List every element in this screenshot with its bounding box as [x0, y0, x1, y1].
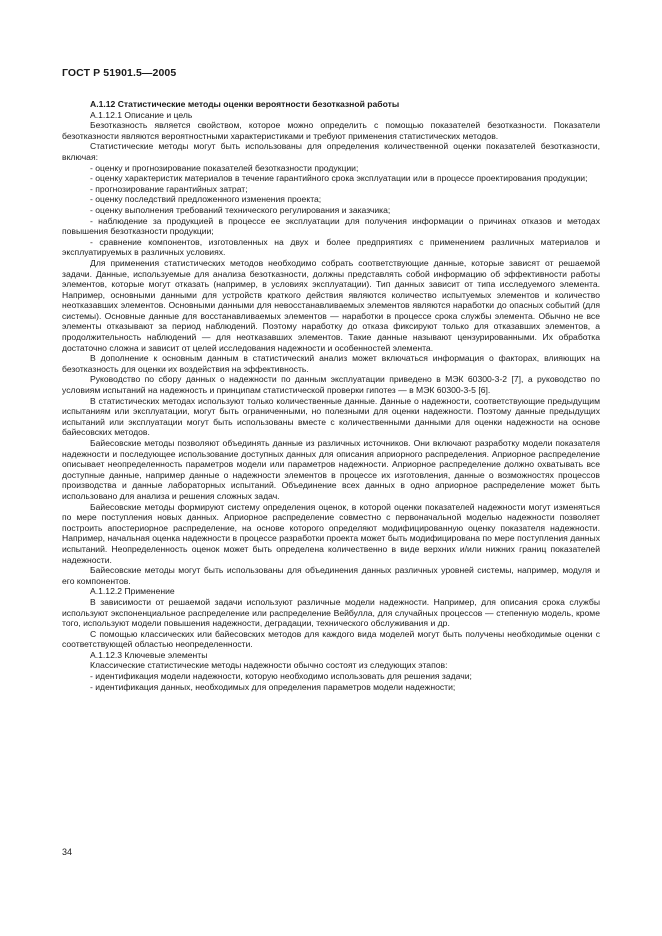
list-item: - оценку выполнения требований технического регулирования и заказчика; [90, 204, 391, 215]
subsection-title-key-elements: A.1.12.3 Ключевые элементы [90, 649, 208, 660]
page-number: 34 [62, 847, 73, 857]
paragraph: С помощью классических или байесовских методов для каждого вида моделей могут быть получены необходимые оценки с соответствующей областью неопределенности. [62, 628, 600, 650]
list-item: - оценку последствий предложенного изменения проекта; [90, 194, 322, 205]
paragraph: В статистических методах используют только количественные данные. Данные о надежности, соответствующие предыдущим испытаниям или эксплуатации, могут быть ограниченными, но полезными для оценки надежности. Поэтому данные предыдущих испытаний или эксплуатации могут быть использованы вместе с количественными данными для оценки надежности на основе байесовских методов. [62, 395, 600, 438]
list-item: - оценку характеристик материалов в течение гарантийного срока эксплуатации или в процессе проектирования продукции; [90, 173, 588, 184]
paragraph: Байесовские методы формируют систему определения оценок, в которой оценки показателей надежности могут изменяться по мере поступления новых данных. Априорное распределение совместно с первоначальной моделью надежности позволяет построить апостериорное распределение, на основе которого определяют модифицированную оценку показателя надежности. Например, начальная оценка надежности в процессе разработки проекта может быть модифицирована по мере поступления данных испытаний. Неопределенность оценок может быть определена количественно в виде верхних и/или нижних границ показателей надежности. [62, 501, 600, 565]
list-item: - сравнение компонентов, изготовленных на двух и более предприятиях с применением различных материалов и эксплуатируемых в различных условиях. [62, 236, 600, 258]
paragraph: Классические статистические методы надежности обычно состоят из следующих этапов: [90, 660, 448, 671]
subsection-title-application: A.1.12.2 Применение [90, 586, 175, 597]
page-body [62, 99, 600, 692]
subsection-title-description: A.1.12.1 Описание и цель [90, 109, 193, 120]
document-number-header: ГОСТ Р 51901.5—2005 [62, 67, 177, 79]
paragraph: Для применения статистических методов необходимо собрать соответствующие данные, которые зависят от решаемой задачи. Данные, используемые для анализа безотказности, должны представлять собой информацию об эффективности работы элементов, которые могут отказать (например, в условиях эксплуатации). Тип данных зависит от типа исследуемого элемента. Например, основными данными для устройств краткого действия являются количество испытуемых элементов и количество неотказавших элементов. Основными данными для невосстанавливаемых элементов являются наработки до опасных событий (для системы). Основные данные для восстанавливаемых элементов — наработки в процессе срока службы элемента. Обычно не все элементы отказывают за период наблюдений. Поэтому наработку до отказа фиксируют только для отказавших элементов, а продолжительность наблюдений — для неотказавших элементов. Такие данные называют цензурированными. Их обработка достаточно сложна и зависит от целей исследования надежности и особенностей элемента. [62, 257, 600, 353]
paragraph: Безотказность является свойством, которое можно определить с помощью показателей безотказности. Показатели безотказности являются вероятностными характеристиками и требуют применения статистических методов. [62, 120, 600, 141]
list-item: - идентификация модели надежности, которую необходимо использовать для решения задачи; [90, 671, 472, 682]
list-item: - наблюдение за продукцией в процессе ее эксплуатации для получения информации о причинах отказов и методах повышения безотказности продукции; [62, 215, 600, 237]
section-heading: A.1.12 Статистические методы оценки вероятности безотказной работы [90, 99, 400, 109]
paragraph: В зависимости от решаемой задачи используют различные модели надежности. Например, для описания срока службы используют экспоненциальное распределение или распределение Вейбулла, для случайных процессов — степенную модель, кроме того, используют модели повышения надежности, деградации, технического обслуживания и др. [62, 596, 600, 629]
paragraph: В дополнение к основным данным в статистический анализ может включаться информация о факторах, влияющих на безотказность для оценки их воздействия на эффективность. [62, 353, 600, 374]
paragraph: Статистические методы могут быть использованы для определения количественной оценки показателей безотказности, включая: [62, 141, 600, 162]
list-item: - прогнозирование гарантийных затрат; [90, 183, 248, 194]
paragraph: Байесовские методы позволяют объединять данные из различных источников. Они включают разработку модели показателя надежности и последующее использование доступных данных для описания априорного распределения. Априорное распределение описывает неопределенность параметров модели или параметров надежности. Априорное распределение должно охватывать все доступные данные, например данные о надежности элементов в процессе их изготовления, данные о возможностях процессов производства и данные лабораторных испытаний. Объединение всех данных в одно априорное распределение может быть использовано для анализа и решения сложных задач. [62, 438, 600, 501]
paragraph: Байесовские методы могут быть использованы для объединения данных различных уровней системы, например, модуля и его компонентов. [62, 565, 600, 586]
list-item: - идентификация данных, необходимых для определения параметров модели надежности; [90, 681, 456, 692]
list-item: - оценку и прогнозирование показателей безотказности продукции; [90, 162, 359, 173]
paragraph: Руководство по сбору данных о надежности по данным эксплуатации приведено в МЭК 60300-3-2 [7], а руководство по условиям испытаний на надежность и принципам статистической проверки гипотез — в МЭК 60300-3-5 [6]. [62, 374, 600, 396]
